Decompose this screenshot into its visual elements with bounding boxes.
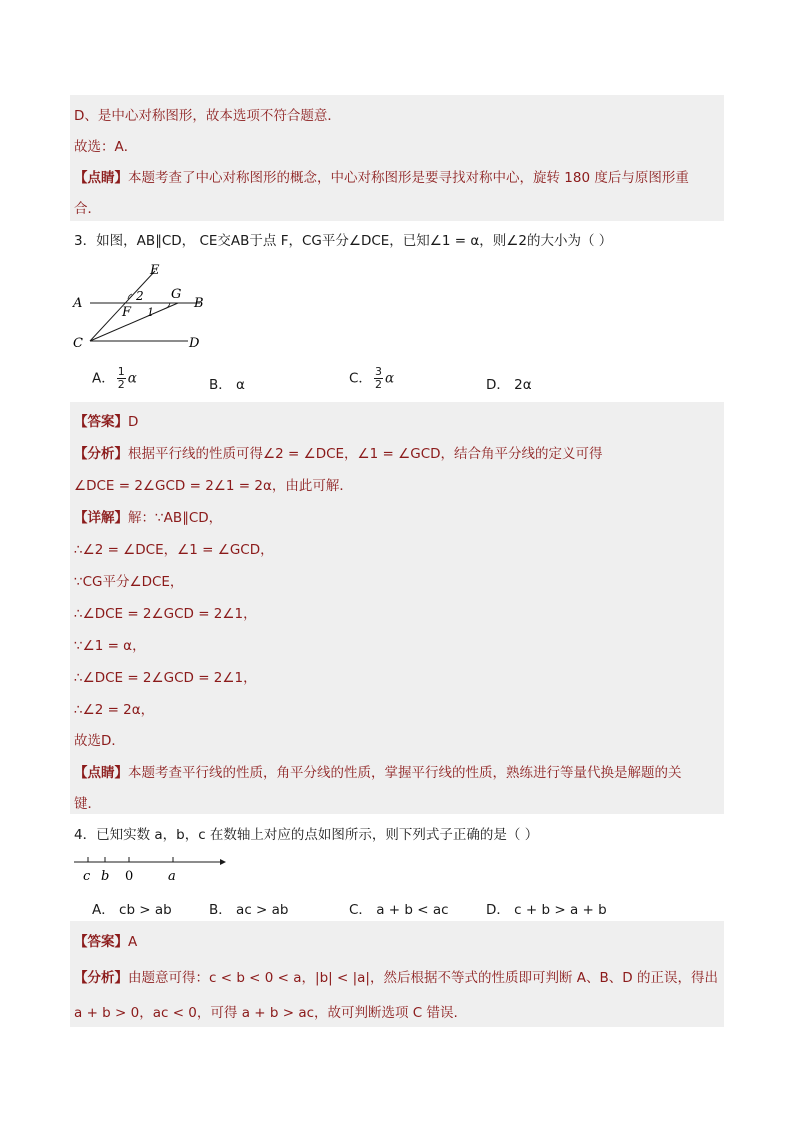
q3-option-c xyxy=(349,366,394,391)
q3-comment-line-1 xyxy=(74,761,720,781)
label-b: b xyxy=(101,869,110,884)
q4-analysis-line-2: a + b > 0，ac < 0，可得 a + b > ac，故可判断选项 C 错误. xyxy=(74,1005,458,1021)
q4-analysis-line-1 xyxy=(74,966,720,986)
q4-option-a: A． cb > ab xyxy=(92,902,172,918)
q4-number-line xyxy=(70,852,240,886)
analysis-tag: 【分析】 xyxy=(74,446,128,462)
q4-answer-line xyxy=(74,930,720,950)
q4-option-c: C． a + b < ac xyxy=(349,902,449,918)
q3-choose-line: 故选D． xyxy=(74,733,125,749)
label-2: 2 xyxy=(136,289,144,303)
numerator: 3 xyxy=(374,365,382,378)
q3-stem: 3．如图，AB∥CD， CE交AB于点 F，CG平分∠DCE，已知∠1 = α，则∠2的大小为（ ） xyxy=(74,233,613,249)
q3-answer-line xyxy=(74,410,720,430)
label-a: A xyxy=(73,296,83,311)
label-b: B xyxy=(194,296,204,311)
q4-solution-block xyxy=(70,921,724,1027)
variable: α xyxy=(127,370,137,387)
option-prefix: C． xyxy=(349,370,372,387)
comment-tag: 【点睛】 xyxy=(74,170,128,186)
denominator: 2 xyxy=(374,378,382,392)
prev-answer-line: 故选：A． xyxy=(74,139,138,155)
q3-figure xyxy=(70,258,230,358)
q3-detail-line-1 xyxy=(74,506,720,526)
answer-value: A xyxy=(128,934,138,950)
q3-analysis-line-1 xyxy=(74,442,720,462)
analysis-text: 根据平行线的性质可得∠2 = ∠DCE，∠1 = ∠GCD，结合角平分线的定义可得 xyxy=(128,446,603,462)
label-d: D xyxy=(189,336,200,351)
detail-tag: 【详解】 xyxy=(74,510,128,526)
analysis-tag: 【分析】 xyxy=(74,970,128,986)
q3-option-b: B． α xyxy=(209,377,245,393)
q3-detail-line-5: ∵∠1 = α， xyxy=(74,638,146,654)
q3-comment-line-2: 键． xyxy=(74,796,101,812)
angle-1-arc xyxy=(164,303,170,309)
variable: α xyxy=(384,370,395,387)
q3-analysis-line-2: ∠DCE = 2∠GCD = 2∠1 = 2α，由此可解． xyxy=(74,478,353,494)
comment-text: 本题考查了中心对称图形的概念，中心对称图形是要寻找对称中心，旋转 180 度后与原图形重 xyxy=(128,170,689,186)
q3-detail-line-3: ∵CG平分∠DCE， xyxy=(74,574,184,590)
answer-tag: 【答案】 xyxy=(74,934,128,950)
answer-tag: 【答案】 xyxy=(74,414,128,430)
prev-comment-line-1 xyxy=(74,166,720,186)
q3-detail-line-4: ∴∠DCE = 2∠GCD = 2∠1， xyxy=(74,606,257,622)
label-e: E xyxy=(150,263,160,278)
q4-option-b: B． ac > ab xyxy=(209,902,289,918)
label-g: G xyxy=(171,287,182,302)
fraction xyxy=(374,366,383,391)
label-1: 1 xyxy=(147,306,154,319)
label-a: a xyxy=(168,869,176,884)
q3-option-a xyxy=(92,366,137,391)
axis-arrow xyxy=(220,859,226,865)
comment-text: 本题考查平行线的性质，角平分线的性质，掌握平行线的性质，熟练进行等量代换是解题的关 xyxy=(128,765,682,781)
comment-tag: 【点睛】 xyxy=(74,765,128,781)
answer-value: D xyxy=(128,414,139,430)
analysis-text: 由题意可得：c < b < 0 < a，|b| < |a|，然后根据不等式的性质即可判断 A、B、D 的正误，得出 xyxy=(128,970,718,986)
prev-solution-block xyxy=(70,95,724,221)
q3-detail-line-6: ∴∠DCE = 2∠GCD = 2∠1， xyxy=(74,670,257,686)
q4-stem: 4．已知实数 a，b，c 在数轴上对应的点如图所示，则下列式子正确的是（ ） xyxy=(74,827,539,843)
q3-detail-line-2: ∴∠2 = ∠DCE，∠1 = ∠GCD， xyxy=(74,542,274,558)
q3-detail-line-7: ∴∠2 = 2α， xyxy=(74,702,155,718)
denominator: 2 xyxy=(117,378,125,392)
label-f: F xyxy=(122,305,132,320)
label-c: c xyxy=(83,869,91,884)
q4-option-d: D． c + b > a + b xyxy=(486,902,607,918)
numerator: 1 xyxy=(117,365,125,378)
detail-text: 解：∵AB∥CD， xyxy=(128,510,223,526)
q3-solution-block xyxy=(70,402,724,814)
fraction xyxy=(117,366,126,391)
label-zero: 0 xyxy=(125,869,134,884)
label-c: C xyxy=(73,336,83,351)
prev-comment-line-2: 合． xyxy=(74,201,101,217)
prev-option-d-text: D、是中心对称图形，故本选项不符合题意． xyxy=(74,108,341,124)
option-prefix: A． xyxy=(92,370,115,387)
q3-option-d: D． 2α xyxy=(486,377,532,393)
